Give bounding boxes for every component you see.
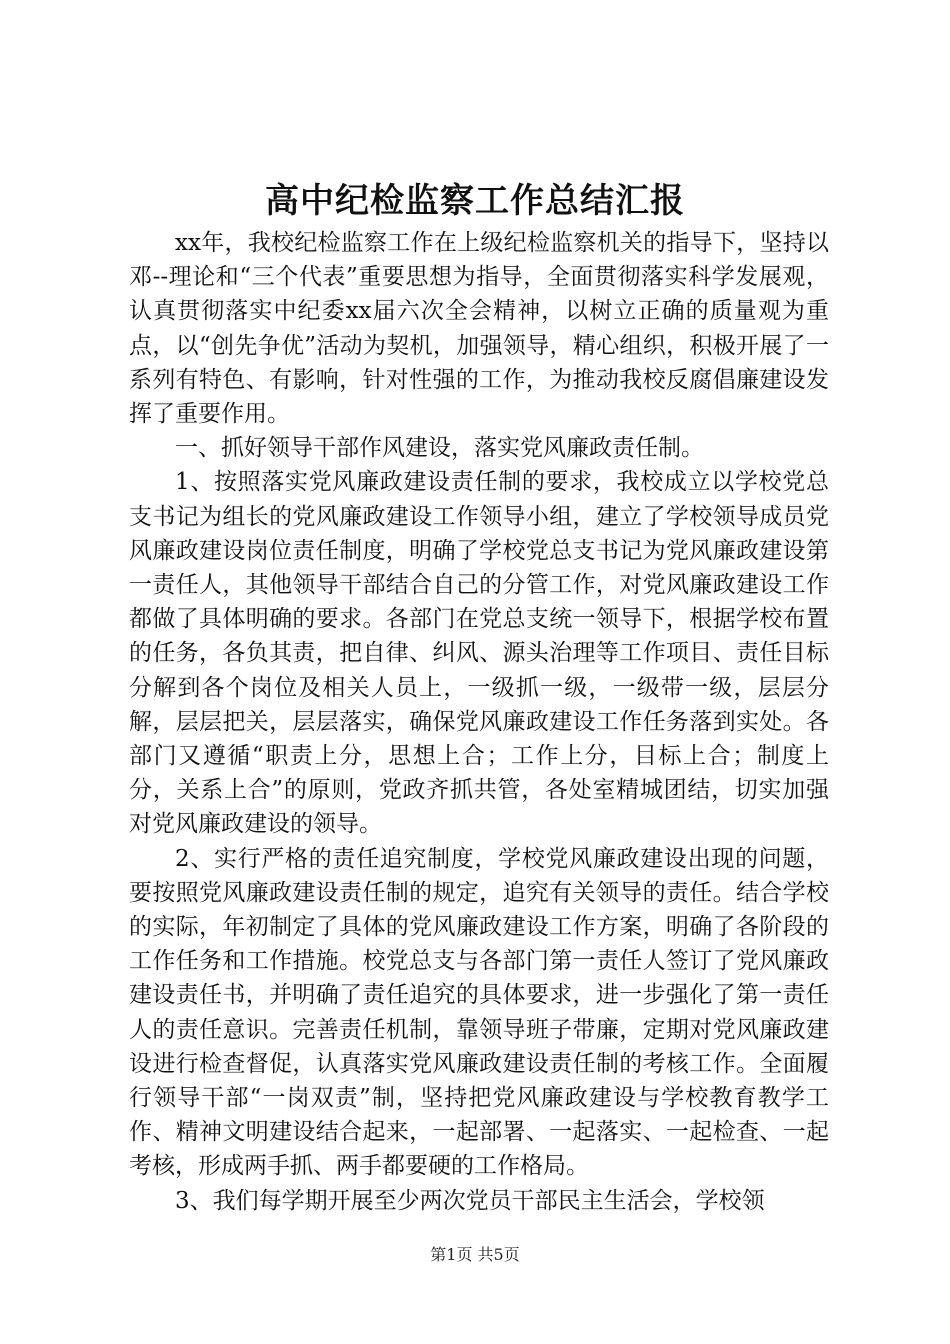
paragraph-intro: xx年，我校纪检监察工作在上级纪检监察机关的指导下，坚持以邓--理论和“三个代表”重要思想为指导，全面贯彻落实科学发展观，认真贯彻落实中纪委xx届六次全会精神，以树立正确的质量观为重点，以“创先争优”活动为契机，加强领导，精心组织，积极开展了一系列有特色、有影响，针对性强的工作，为推动我校反腐倡廉建设发挥了重要作用。 — [129, 230, 829, 428]
document-body — [129, 226, 829, 1218]
paragraph-item-2: 2、实行严格的责任追究制度，学校党风廉政建设出现的问题，要按照党风廉政建设责任制的规定，追究有关领导的责任。结合学校的实际，年初制定了具体的党风廉政建设工作方案，明确了各阶段的工作任务和工作措施。校党总支与各部门第一责任人签订了党风廉政建设责任书，并明确了责任追究的具体要求，进一步强化了第一责任人的责任意识。完善责任机制，靠领导班子带廉，定期对党风廉政建设进行检查督促，认真落实党风廉政建设责任制的考核工作。全面履行领导干部“一岗双责”制，坚持把党风廉政建设与学校教育教学工作、精神文明建设结合起来，一起部署、一起落实、一起检查、一起考核，形成两手抓、两手都要硬的工作格局。 — [129, 845, 829, 1180]
document-title: 高中纪检监察工作总结汇报 — [265, 181, 685, 221]
paragraph-item-3: 3、我们每学期开展至少两次党员干部民主生活会，学校领 — [175, 1187, 765, 1214]
paragraph-section-heading: 一、抓好领导干部作风建设，落实党风廉政责任制。 — [175, 435, 704, 462]
page-footer: 第1页 共5页 — [430, 1245, 520, 1264]
paragraph-item-1: 1、按照落实党风廉政建设责任制的要求，我校成立以学校党总支书记为组长的党风廉政建设工作领导小组，建立了学校领导成员党风廉政建设岗位责任制度，明确了学校党总支书记为党风廉政建设第一责任人，其他领导干部结合自己的分管工作，对党风廉政建设工作都做了具体明确的要求。各部门在党总支统一领导下，根据学校布置的任务，各负其责，把自律、纠风、源头治理等工作项目、责任目标分解到各个岗位及相关人员上，一级抓一级，一级带一级，层层分解，层层把关，层层落实，确保党风廉政建设工作任务落到实处。各部门又遵循“职责上分，思想上合；工作上分，目标上合；制度上分，关系上合”的原则，党政齐抓共管，各处室精城团结，切实加强对党风廉政建设的领导。 — [129, 469, 829, 838]
